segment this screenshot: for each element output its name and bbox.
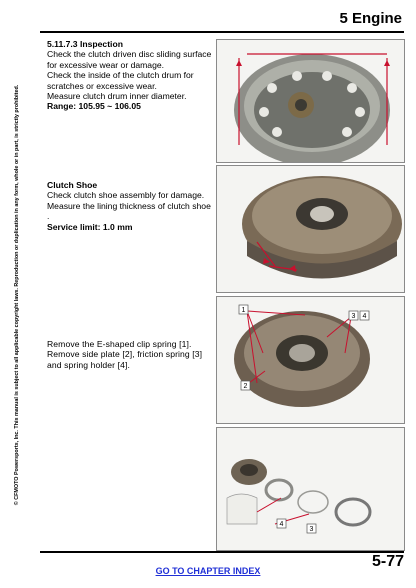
copyright-text: © CFMOTO Powersports, Inc. This manual is subject to all applicable copyright laws. Reproduction or duplication in any form, whole or in part, is strictly prohibited. [14,84,20,506]
clutch-shoe-line: Measure the lining thickness of clutch shoe [47,200,211,211]
clutch-shoe-line: . [47,211,50,222]
callout-1: 1 [241,307,246,314]
service-limit-label: Service limit [47,221,98,232]
copyright-notice [10,70,24,520]
header-rule [40,31,404,33]
page-number: 5-77 [371,553,404,570]
inspection-section [47,39,215,112]
exploded-parts-photo [216,427,405,551]
clutch-shoe-line: Check clutch shoe assembly for damage. [47,190,205,201]
removal-line: Remove the E-shaped clip spring [1]. [47,339,192,349]
service-limit-value: : 1.0 mm [97,221,133,232]
clutch-shoe-section [47,180,215,232]
service-limit-spec [47,222,215,232]
inspection-line: Check the inside of the clutch drum for scratches or excessive wear. [47,70,194,91]
inspection-line: Check the clutch driven disc sliding surface for excessive wear or damage. [47,49,212,70]
removal-section [47,339,215,370]
removal-line: Remove side plate [2], friction spring [3] and spring holder [4]. [47,349,203,370]
inspection-line: Measure clutch drum inner diameter. [47,91,187,102]
clutch-drum-photo [216,39,405,163]
callout-2: 2 [243,383,248,390]
footer-rule [40,551,404,553]
callout-4: 4 [362,313,367,320]
range-value: : 105.95 ~ 106.05 [73,101,141,112]
range-spec [47,101,215,111]
chapter-title: 5 Engine [339,10,402,27]
clutch-shoe-photo [216,165,405,293]
clutch-assembly-photo [216,296,405,424]
chapter-index-link[interactable]: GO TO CHAPTER INDEX [155,566,261,576]
clutch-shoe-heading: Clutch Shoe [47,180,98,190]
callout-4: 4 [279,521,284,528]
callout-3: 3 [351,313,356,320]
range-label: Range [47,101,74,112]
callout-3: 3 [309,526,314,533]
inspection-heading: 5.11.7.3 Inspection [47,39,123,49]
